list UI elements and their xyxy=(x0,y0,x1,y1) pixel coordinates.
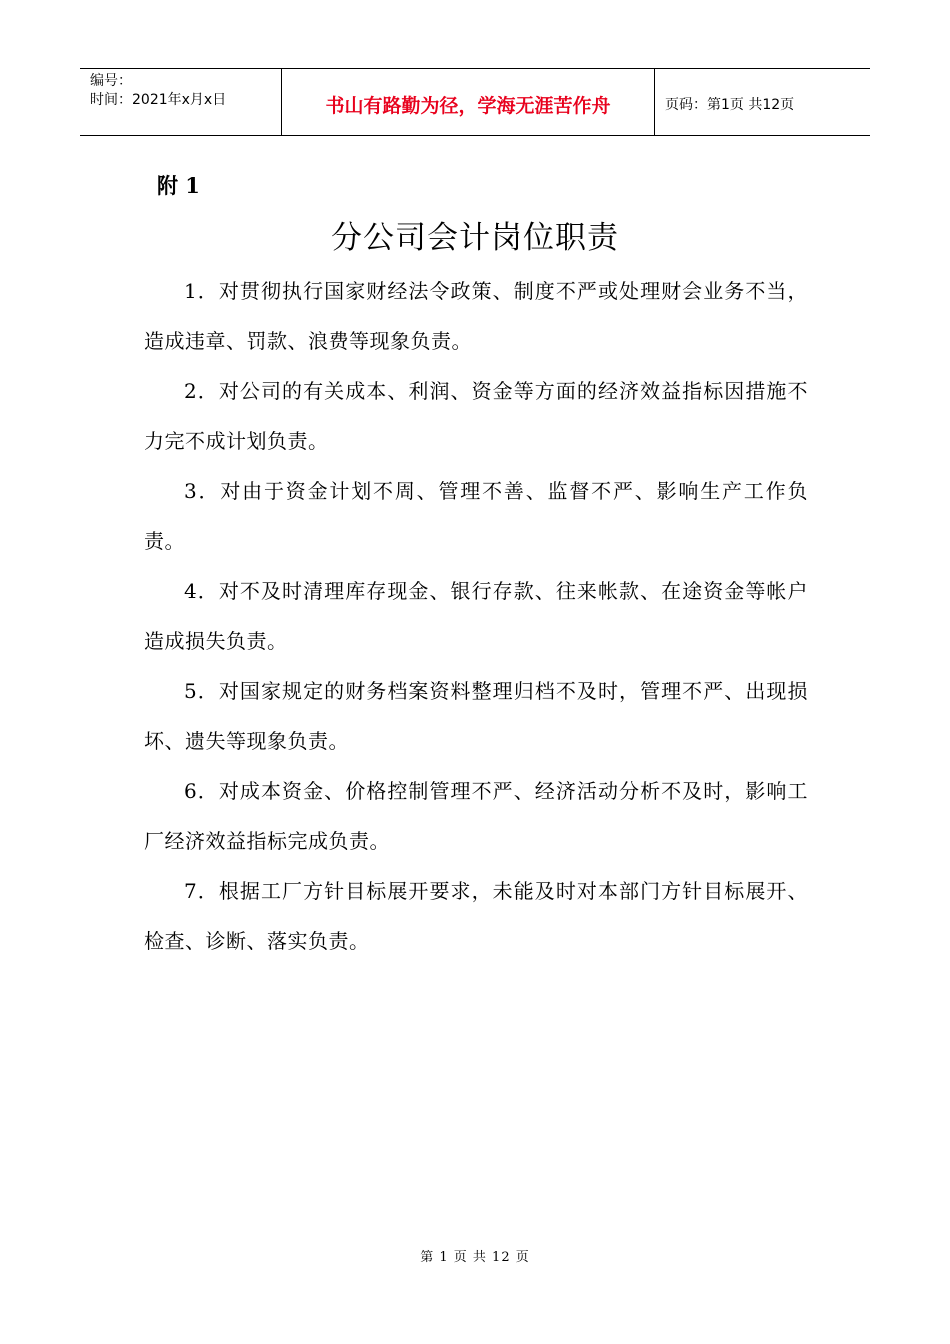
header-page-info: 页码：第1页 共12页 xyxy=(665,97,795,113)
page-header xyxy=(80,68,870,136)
header-motto: 书山有路勤为径，学海无涯苦作舟 xyxy=(282,69,655,135)
paragraph: 1．对贯彻执行国家财经法令政策、制度不严或处理财会业务不当，造成违章、罚款、浪费等现象负责。 xyxy=(144,279,808,353)
paragraph: 4．对不及时清理库存现金、银行存款、往来帐款、在途资金等帐户造成损失负责。 xyxy=(144,579,808,653)
paragraph: 6．对成本资金、价格控制管理不严、经济活动分析不及时，影响工厂经济效益指标完成负责。 xyxy=(144,779,808,853)
document-number-label: 编号： xyxy=(90,73,132,89)
annex-label: 附 1 xyxy=(157,173,200,198)
page-footer: 第 1 页 共 12 页 xyxy=(420,1250,530,1265)
paragraph: 3．对由于资金计划不周、管理不善、监督不严、影响生产工作负责。 xyxy=(144,479,808,553)
document-date: 时间：2021年x月x日 xyxy=(90,92,227,108)
document-title: 分公司会计岗位职责 xyxy=(331,220,619,256)
paragraph: 5．对国家规定的财务档案资料整理归档不及时，管理不严、出现损坏、遗失等现象负责。 xyxy=(144,679,808,753)
paragraph: 7．根据工厂方针目标展开要求，未能及时对本部门方针目标展开、检查、诊断、落实负责。 xyxy=(144,879,808,953)
paragraph: 2．对公司的有关成本、利润、资金等方面的经济效益指标因措施不力完不成计划负责。 xyxy=(144,379,808,453)
header-meta xyxy=(80,69,282,135)
document-body xyxy=(144,266,808,966)
